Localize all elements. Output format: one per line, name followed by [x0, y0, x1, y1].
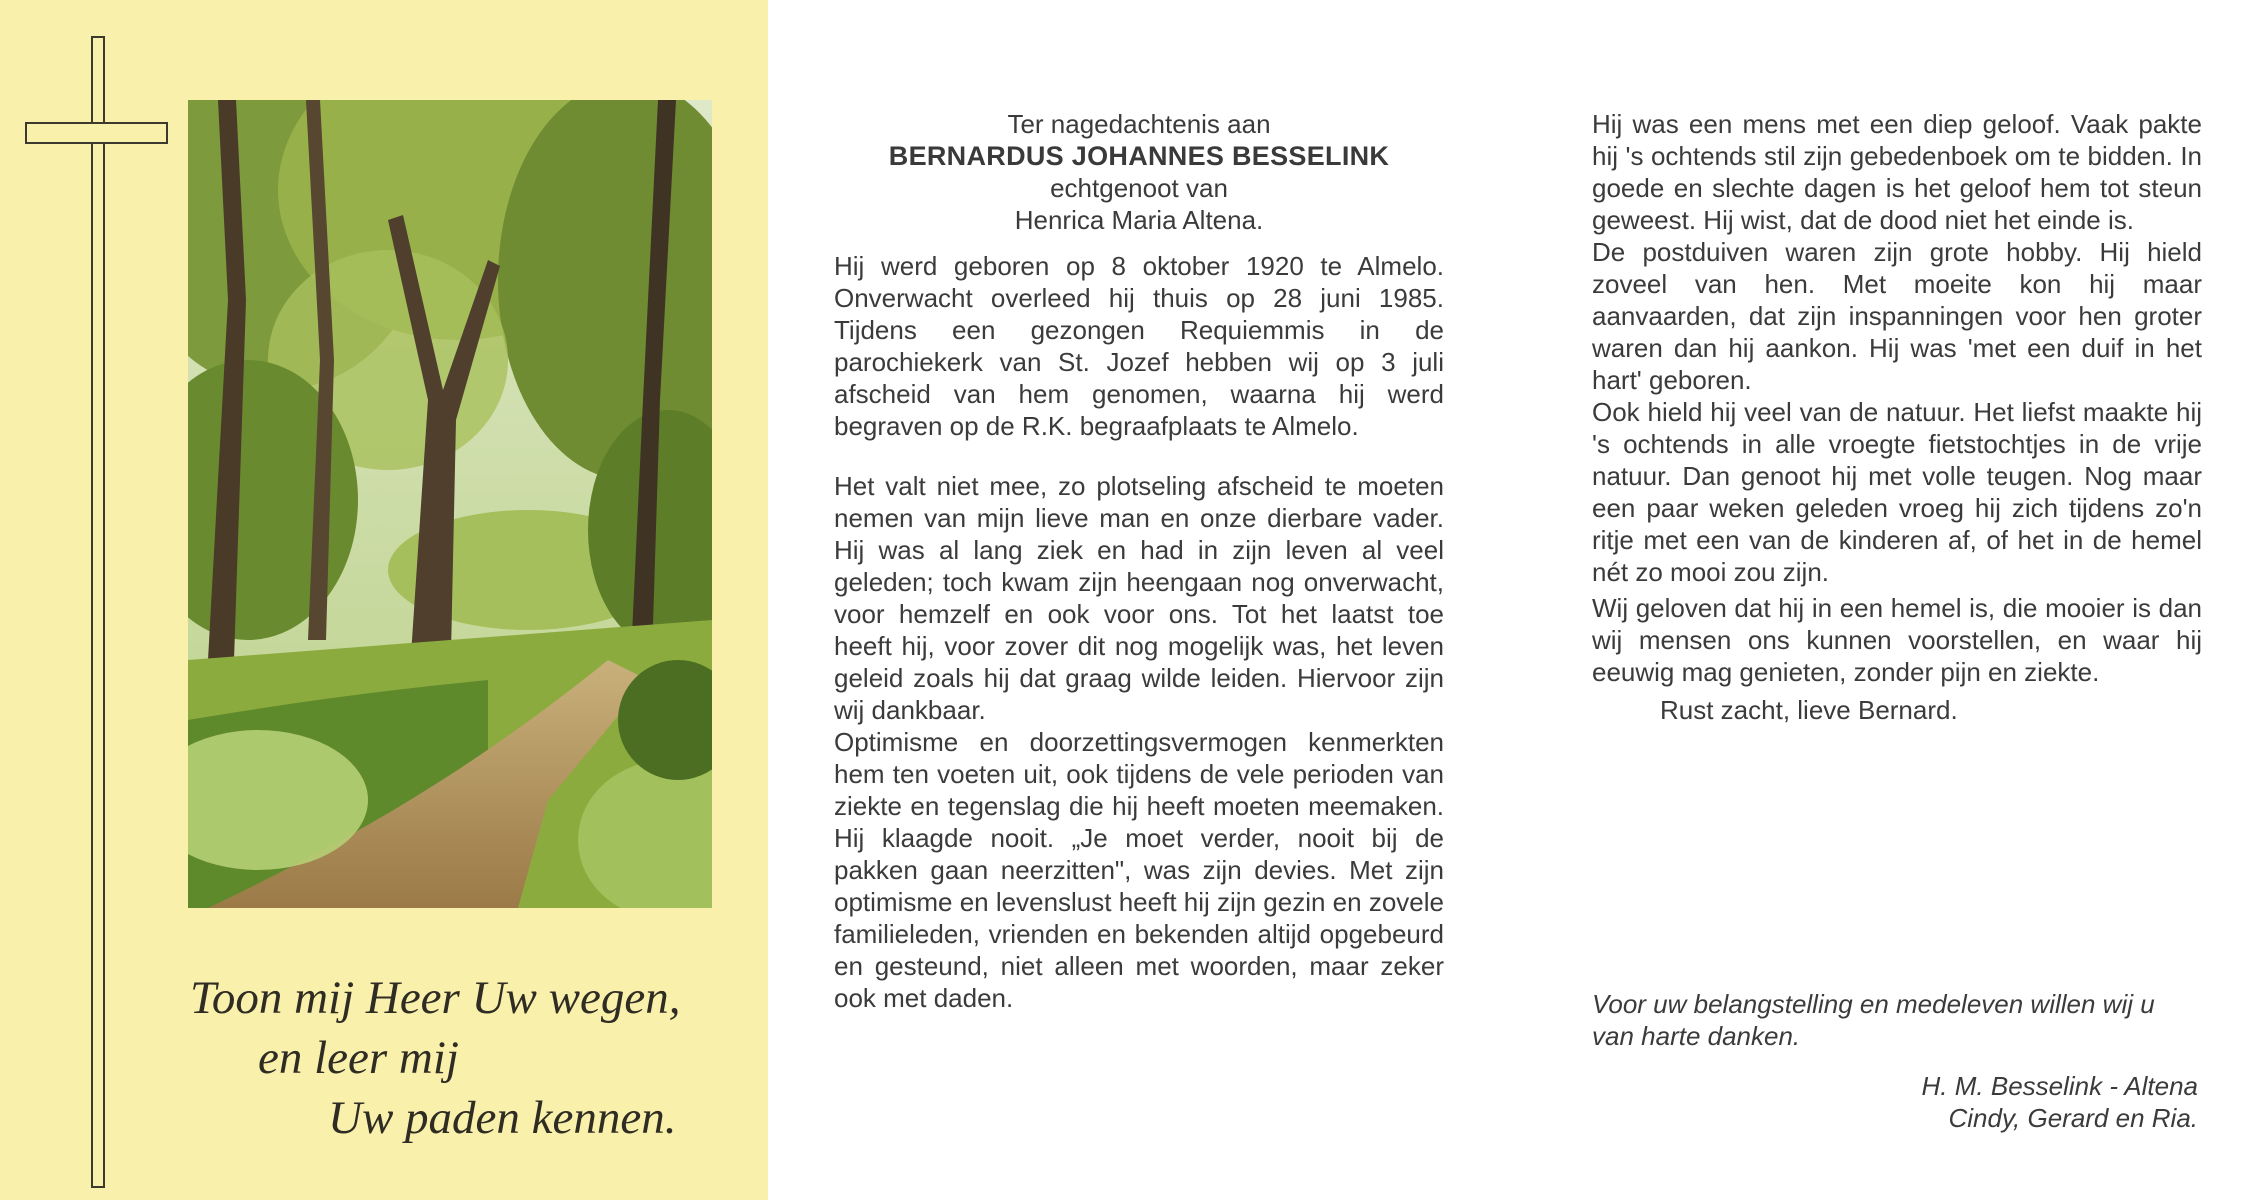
optimism-paragraph: Optimisme en doorzettingsvermogen kenmerkten hem ten voeten uit, ook tijdens de vele perioden van ziekte en tegenslag die hij heeft moeten meemaken. Hij klaagde nooit. „Je moet verder, nooit bij de pakken gaan neerzitten", was zijn devies. Met zijn optimisme en levenslust heeft hij zijn gezin en zovele familieleden, vrienden en bekenden altijd opgebeurd en gesteund, niet alleen met woorden, maar zeker ook met daden.	[834, 727, 1444, 1013]
biography-paragraph: Hij werd geboren op 8 oktober 1920 te Almelo. Onverwacht overleed hij thuis op 28 juni 1985. Tijdens een gezongen Requiemmis in de parochiekerk van St. Jozef hebben wij op 3 juli afscheid van hem genomen, waarna hij werd begraven op de R.K. begraafplaats te Almelo.	[834, 251, 1444, 441]
intro-line: Ter nagedachtenis aan	[1007, 109, 1271, 139]
bible-verse	[186, 968, 746, 1148]
faith-paragraph: Hij was een mens met een diep geloof. Vaak pakte hij 's ochtends stil zijn gebedenboek om te bidden. In goede en slechte dagen is het geloof hem tot steun geweest. Hij wist, dat de dood niet het einde is.	[1592, 109, 2202, 235]
verse-line-2: en leer mij	[258, 1032, 459, 1084]
signer-spouse: H. M. Besselink - Altena	[1921, 1071, 2198, 1101]
cross-icon	[91, 36, 105, 1188]
signer-children: Cindy, Gerard en Ria.	[1948, 1103, 2198, 1133]
forest-path-image	[188, 100, 712, 908]
relation-line: echtgenoot van	[1050, 173, 1228, 203]
memorial-text-middle	[834, 108, 1444, 1014]
heaven-paragraph: Wij geloven dat hij in een hemel is, die mooier is dan wij mensen ons kunnen voorstellen, en waar hij eeuwig mag genieten, zonder pijn en ziekte.	[1592, 593, 2202, 687]
spouse-name: Henrica Maria Altena.	[1014, 205, 1264, 235]
signers	[1592, 1070, 2202, 1134]
nature-path-photo	[188, 100, 712, 908]
memorial-card-cover	[0, 0, 768, 1200]
farewell-paragraph: Het valt niet mee, zo plotseling afscheid te moeten nemen van mijn lieve man en onze dierbare vader. Hij was al lang ziek en had in zijn leven al veel geleden; toch kwam zijn heengaan nog onverwacht, voor hemzelf en ook voor ons. Tot het laatst toe heeft hij, voor zover dit nog mogelijk was, het leven geleid zoals hij dat graag wilde leiden. Hiervoor zijn wij dankbaar.	[834, 471, 1444, 725]
memorial-text-right	[1592, 108, 2202, 726]
pigeons-paragraph: De postduiven waren zijn grote hobby. Hij hield zoveel van hen. Met moeite kon hij maar aanvaarden, dat zijn inspanningen voor hen groter waren dan hij aankon. Hij was 'met een duif in het hart' geboren.	[1592, 237, 2202, 395]
nature-paragraph: Ook hield hij veel van de natuur. Het liefst maakte hij 's ochtends in alle vroegte fietstochtjes in de vrije natuur. Dan genoot hij met volle teugen. Nog maar een paar weken geleden vroeg hij zich tijdens zo'n ritje met een van de kinderen af, of het in de hemel nét zo mooi zou zijn.	[1592, 397, 2202, 587]
deceased-name: BERNARDUS JOHANNES BESSELINK	[888, 141, 1390, 171]
cross-center	[93, 124, 103, 142]
verse-line-3: Uw paden kennen.	[328, 1092, 677, 1144]
thanks-note: Voor uw belangstelling en medeleven willen wij u van harte danken.	[1592, 989, 2155, 1051]
farewell-line: Rust zacht, lieve Bernard.	[1660, 695, 1958, 725]
verse-line-1: Toon mij Heer Uw wegen,	[190, 972, 681, 1024]
